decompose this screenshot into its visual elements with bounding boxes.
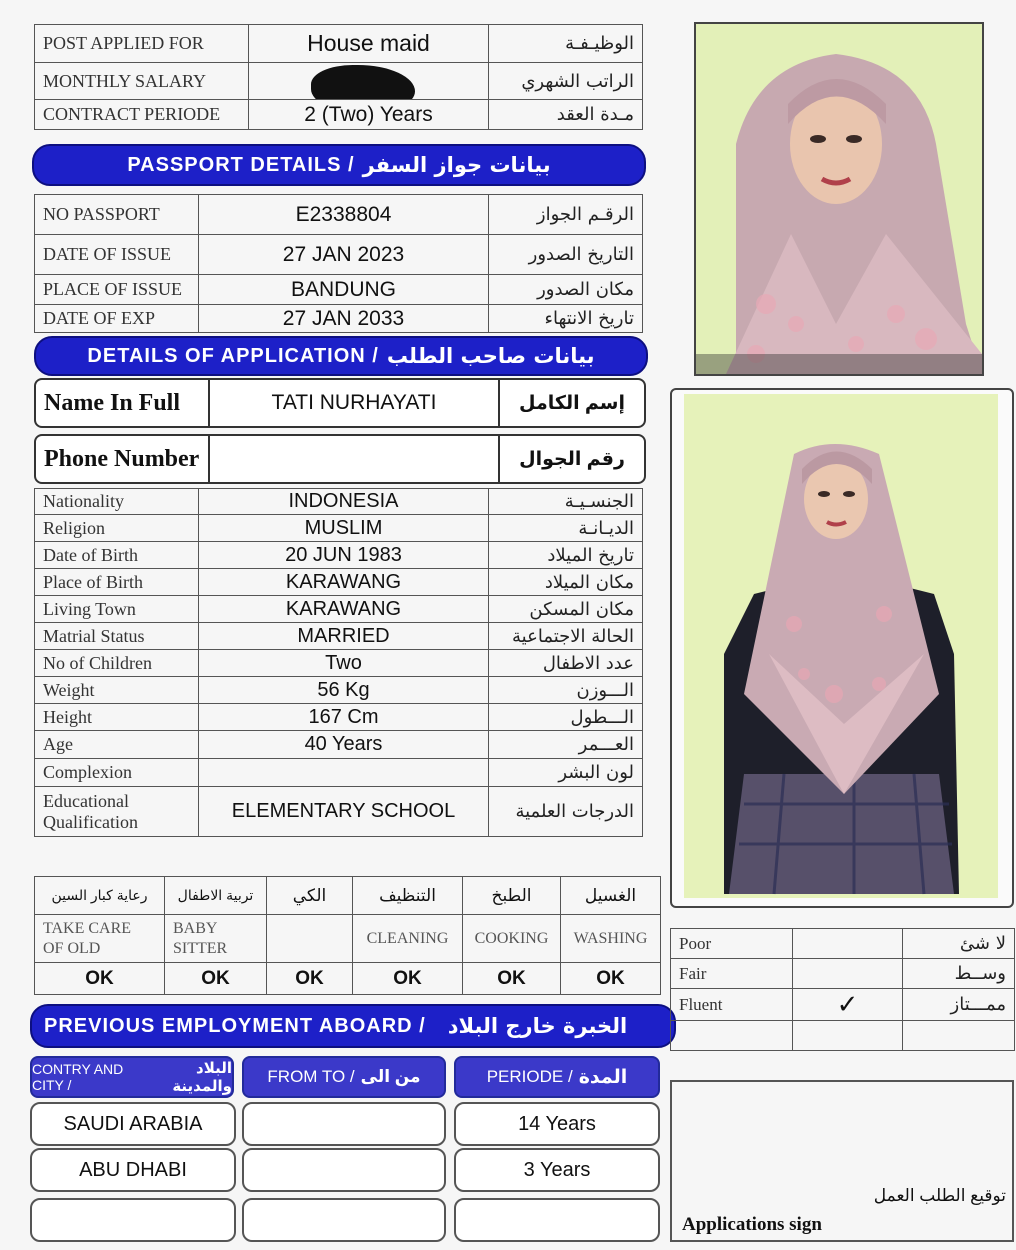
- skills-table: [34, 876, 661, 995]
- personal-ar: مكان المسكن: [489, 596, 643, 623]
- skill-status: OK: [353, 963, 463, 995]
- personal-value: 20 JUN 1983: [199, 542, 489, 569]
- skill-en-label: [463, 915, 561, 963]
- personal-label: Nationality: [35, 489, 199, 515]
- personal-label: Date of Birth: [35, 542, 199, 569]
- personal-label: Weight: [35, 677, 199, 704]
- table-row: [35, 63, 643, 100]
- skill-en-label: [561, 915, 661, 963]
- passport-no-ar: الرقـم الجواز: [489, 195, 643, 235]
- personal-ar: الحالة الاجتماعية: [489, 623, 643, 650]
- table-row: [671, 989, 1015, 1021]
- education-label: [35, 787, 199, 837]
- personal-ar: الـــطول: [489, 704, 643, 731]
- signature-label-en: Applications sign: [682, 1214, 822, 1235]
- table-row: [35, 569, 643, 596]
- personal-label: Living Town: [35, 596, 199, 623]
- phone-row: [34, 434, 646, 484]
- skill-en-line1: WASHING: [573, 929, 648, 947]
- skill-en-line2: OF OLD: [43, 939, 101, 957]
- skill-status: OK: [165, 963, 267, 995]
- table-row: [35, 623, 643, 650]
- language-table: [670, 928, 1015, 1051]
- exp-date-label: DATE OF EXP: [35, 305, 199, 333]
- issue-date-label: DATE OF ISSUE: [35, 235, 199, 275]
- applicant-fullbody-photo: [684, 394, 998, 898]
- skill-status: OK: [561, 963, 661, 995]
- skill-status: OK: [463, 963, 561, 995]
- redaction-mark: [311, 65, 415, 100]
- applicant-headshot-photo: [694, 22, 984, 376]
- skill-en-label: [267, 915, 353, 963]
- personal-label: Religion: [35, 515, 199, 542]
- skill-en-line2: SITTER: [173, 939, 228, 957]
- table-row: [35, 305, 643, 333]
- skill-en-label: [165, 915, 267, 963]
- personal-ar: الديـانـة: [489, 515, 643, 542]
- table-row: [35, 195, 643, 235]
- personal-ar: الجنسـيـة: [489, 489, 643, 515]
- skill-en-line1: TAKE CARE: [43, 919, 132, 937]
- post-applied-value: House maid: [249, 25, 489, 63]
- from-to-header: [242, 1056, 446, 1098]
- language-check-mark: [793, 959, 903, 989]
- employment-band-ar: الخبرة خارج البلاد: [447, 1014, 628, 1038]
- employment-band-en: PREVIOUS EMPLOYMENT ABOARD /: [44, 1014, 426, 1037]
- personal-ar: مكان الميلاد: [489, 569, 643, 596]
- contract-label: CONTRACT PERIODE: [35, 100, 249, 130]
- personal-ar: العـــمر: [489, 731, 643, 759]
- table-row: [35, 596, 643, 623]
- salary-label: MONTHLY SALARY: [35, 63, 249, 100]
- language-level-ar: ممـــتاز: [903, 989, 1015, 1021]
- language-level-ar: [903, 1021, 1015, 1051]
- application-band-en: DETAILS OF APPLICATION /: [87, 344, 379, 367]
- from-to-header-en: FROM TO /: [267, 1067, 355, 1086]
- period-header-en: PERIODE /: [486, 1067, 573, 1086]
- phone-label: Phone Number: [36, 436, 210, 482]
- personal-value: 40 Years: [199, 731, 489, 759]
- passport-band-en: PASSPORT DETAILS /: [127, 153, 355, 176]
- personal-value: KARAWANG: [199, 596, 489, 623]
- personal-label: Age: [35, 731, 199, 759]
- skill-ar-label: الكي: [267, 877, 353, 915]
- personal-value: Two: [199, 650, 489, 677]
- table-row: [35, 759, 643, 787]
- skill-en-line1: BABY: [173, 919, 218, 937]
- personal-label: Height: [35, 704, 199, 731]
- skill-ar-label: الطبخ: [463, 877, 561, 915]
- skills-status-row: [35, 963, 661, 995]
- education-value: ELEMENTARY SCHOOL: [199, 787, 489, 837]
- language-level-label: Fair: [671, 959, 793, 989]
- issue-place-ar: مكان الصدور: [489, 275, 643, 305]
- table-row: [35, 704, 643, 731]
- personal-value: 56 Kg: [199, 677, 489, 704]
- personal-ar: لون البشر: [489, 759, 643, 787]
- language-level-label: Poor: [671, 929, 793, 959]
- table-row: [671, 1021, 1015, 1051]
- personal-label: No of Children: [35, 650, 199, 677]
- employment-fromto-2: [242, 1148, 446, 1192]
- personal-value: [199, 759, 489, 787]
- skill-en-line1: COOKING: [474, 929, 549, 947]
- salary-value: [249, 63, 489, 100]
- issue-place-label: PLACE OF ISSUE: [35, 275, 199, 305]
- personal-label: Complexion: [35, 759, 199, 787]
- table-row: [35, 25, 643, 63]
- employment-country-1: SAUDI ARABIA: [30, 1102, 236, 1146]
- exp-date-value: 27 JAN 2033: [199, 305, 489, 333]
- language-check-mark: ✓: [793, 989, 903, 1021]
- application-band-ar: بيانات صاحب الطلب: [386, 344, 595, 368]
- language-level-ar: وســط: [903, 959, 1015, 989]
- employment-period-3: [454, 1198, 660, 1242]
- language-check-mark: [793, 1021, 903, 1051]
- skill-ar-label: رعاية كبار السين: [35, 877, 165, 915]
- period-header: [454, 1056, 660, 1098]
- personal-value: MUSLIM: [199, 515, 489, 542]
- employment-country-2: ABU DHABI: [30, 1148, 236, 1192]
- skills-english-row: [35, 915, 661, 963]
- education-label-line2: Qualification: [43, 811, 138, 832]
- country-header-ar: البلاد والمدينة: [172, 1060, 232, 1095]
- personal-label: Place of Birth: [35, 569, 199, 596]
- country-city-header: [30, 1056, 234, 1098]
- issue-place-value: BANDUNG: [199, 275, 489, 305]
- skills-arabic-row: [35, 877, 661, 915]
- language-check-mark: [793, 929, 903, 959]
- passport-band-ar: بيانات جواز السفر: [362, 153, 551, 177]
- skill-en-label: [353, 915, 463, 963]
- from-to-header-ar: من الى: [360, 1067, 421, 1086]
- skill-ar-label: تربية الاطفال: [165, 877, 267, 915]
- post-applied-ar: الوظيـفـة: [489, 25, 643, 63]
- table-row: [35, 235, 643, 275]
- country-header-en: CONTRY AND CITY /: [32, 1061, 124, 1093]
- passport-no-value: E2338804: [199, 195, 489, 235]
- passport-no-label: NO PASSPORT: [35, 195, 199, 235]
- skill-status: OK: [35, 963, 165, 995]
- table-row: [671, 929, 1015, 959]
- applicant-signature-box: [670, 1080, 1014, 1242]
- language-level-ar: لا شئ: [903, 929, 1015, 959]
- personal-label: Matrial Status: [35, 623, 199, 650]
- phone-value: [210, 436, 500, 482]
- language-level-label: [671, 1021, 793, 1051]
- signature-label-ar: توقيع الطلب العمل: [873, 1186, 1006, 1205]
- exp-date-ar: تاريخ الانتهاء: [489, 305, 643, 333]
- post-applied-label: POST APPLIED FOR: [35, 25, 249, 63]
- employment-period-2: 3 Years: [454, 1148, 660, 1192]
- contract-value: 2 (Two) Years: [249, 100, 489, 130]
- phone-ar: رقم الجوال: [519, 448, 625, 470]
- personal-ar: تاريخ الميلاد: [489, 542, 643, 569]
- personal-value: INDONESIA: [199, 489, 489, 515]
- employment-period-1: 14 Years: [454, 1102, 660, 1146]
- table-row: [35, 275, 643, 305]
- personal-value: MARRIED: [199, 623, 489, 650]
- table-row: [35, 489, 643, 515]
- personal-value: KARAWANG: [199, 569, 489, 596]
- job-table: [34, 24, 643, 130]
- language-level-label: Fluent: [671, 989, 793, 1021]
- table-row: [35, 650, 643, 677]
- passport-details-band: [32, 144, 646, 186]
- application-details-band: [34, 336, 648, 376]
- personal-value: 167 Cm: [199, 704, 489, 731]
- skill-en-label: [35, 915, 165, 963]
- name-row: [34, 378, 646, 428]
- skill-ar-label: الغسيل: [561, 877, 661, 915]
- skill-en-line1: CLEANING: [366, 929, 449, 947]
- issue-date-ar: التاريخ الصدور: [489, 235, 643, 275]
- contract-ar: مـدة العقد: [489, 100, 643, 130]
- salary-ar: الراتب الشهري: [489, 63, 643, 100]
- name-ar: إسم الكامل: [519, 392, 625, 414]
- employment-fromto-1: [242, 1102, 446, 1146]
- personal-table: [34, 488, 643, 837]
- previous-employment-band: [30, 1004, 676, 1048]
- table-row: [35, 542, 643, 569]
- personal-ar: عدد الاطفال: [489, 650, 643, 677]
- name-value: TATI NURHAYATI: [210, 380, 500, 426]
- table-row: [35, 677, 643, 704]
- education-ar: الدرجات العلمية: [489, 787, 643, 837]
- skill-ar-label: التنظيف: [353, 877, 463, 915]
- name-label: Name In Full: [36, 380, 210, 426]
- period-header-ar: المدة: [578, 1066, 628, 1088]
- personal-ar: الـــوزن: [489, 677, 643, 704]
- table-row: [35, 731, 643, 759]
- employment-country-3: [30, 1198, 236, 1242]
- table-row: [35, 100, 643, 130]
- table-row: [35, 515, 643, 542]
- issue-date-value: 27 JAN 2023: [199, 235, 489, 275]
- skill-status: OK: [267, 963, 353, 995]
- employment-fromto-3: [242, 1198, 446, 1242]
- fullbody-illustration: [684, 394, 998, 898]
- headshot-illustration: [696, 24, 982, 374]
- table-row: [671, 959, 1015, 989]
- passport-table: [34, 194, 643, 333]
- table-row: [35, 787, 643, 837]
- education-label-line1: Educational: [43, 790, 129, 811]
